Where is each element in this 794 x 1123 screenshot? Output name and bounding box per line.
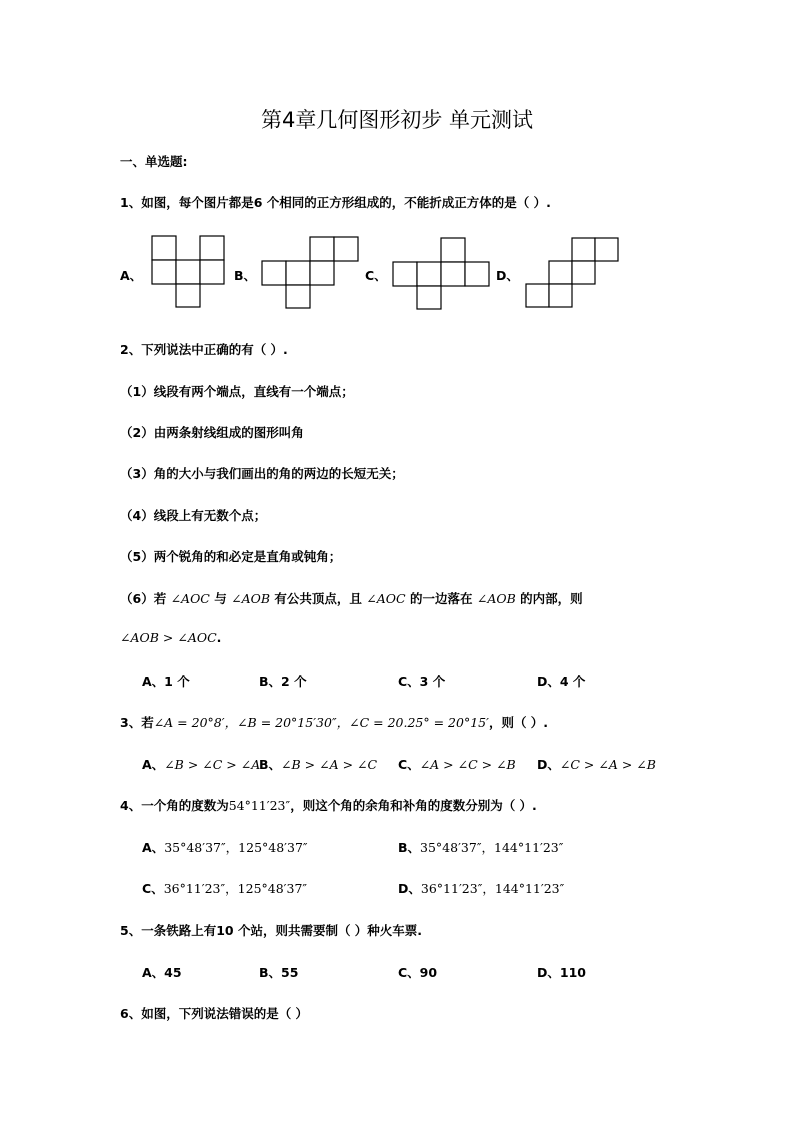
q2-s6-text: 有公共顶点，且 — [274, 591, 362, 606]
angle-aob: ∠AOB — [476, 591, 516, 606]
cube-net-c — [392, 237, 491, 310]
angle-aoc: ∠AOC — [170, 591, 210, 606]
question-5-stem: 5、一条铁路上有10 个站，则共需要制（ ）种火车票. — [120, 923, 423, 938]
option-label: A、 — [142, 840, 165, 855]
q3-option-c — [398, 755, 516, 773]
option-label: D、 — [398, 881, 421, 896]
cube-net-d — [525, 237, 619, 308]
q4-option-c — [142, 879, 307, 897]
q3-option-b — [259, 755, 377, 773]
q2-statement-3: （3）角的大小与我们画出的角的两边的长短无关； — [120, 466, 404, 481]
section-heading: 一、单选题: — [120, 154, 188, 169]
q4-option-a — [142, 838, 308, 856]
q2-statement-6 — [120, 589, 583, 607]
q2-statement-5: （5）两个锐角的和必定是直角或钝角； — [120, 549, 342, 564]
question-2-stem: 2、下列说法中正确的有（ ）. — [120, 342, 288, 357]
q3-option-d — [537, 755, 656, 773]
option-expression: ∠A > ∠C > ∠B — [419, 757, 516, 772]
q3-suffix: ，则（ ）. — [488, 715, 549, 730]
q2-option-b: B、2 个 — [259, 674, 307, 689]
q4-option-d — [398, 879, 564, 897]
cube-net-a — [151, 235, 226, 308]
q2-statement-2: （2）由两条射线组成的图形叫角 — [120, 425, 304, 440]
q4-prefix: 4、一个角的度数为 — [120, 798, 229, 813]
q2-statement-1: （1）线段有两个端点，直线有一个端点； — [120, 384, 354, 399]
option-expression: 35°48′37″，125°48′37″ — [164, 840, 308, 855]
option-expression: ∠B > ∠C > ∠A — [164, 757, 261, 772]
q4-suffix: ，则这个角的余角和补角的度数分别为（ ）. — [290, 798, 537, 813]
q2-s6-text: （6）若 — [120, 591, 167, 606]
option-label: A、 — [142, 757, 165, 772]
option-label: D、 — [537, 757, 560, 772]
q1-option-d-label: D、 — [496, 268, 519, 283]
q4-angle: 54°11′23″ — [228, 798, 291, 813]
q1-option-a-label: A、 — [120, 268, 143, 283]
option-label: C、 — [142, 881, 164, 896]
option-expression: 36°11′23″，144°11′23″ — [420, 881, 565, 896]
option-expression: 36°11′23″，125°48′37″ — [163, 881, 308, 896]
q2-s6-text: 的一边落在 — [409, 591, 473, 606]
question-6-stem: 6、如图，下列说法错误的是（ ） — [120, 1006, 309, 1021]
option-expression: ∠C > ∠A > ∠B — [559, 757, 656, 772]
angle-inequality: ∠AOB > ∠AOC — [120, 630, 217, 645]
q2-option-a: A、1 个 — [142, 674, 190, 689]
option-label: B、 — [259, 757, 282, 772]
angle-aoc: ∠AOC — [366, 591, 406, 606]
question-1-stem: 1、如图，每个图片都是6 个相同的正方形组成的，不能折成正方体的是（ ）. — [120, 195, 551, 210]
period: . — [216, 630, 222, 645]
q1-option-b-label: B、 — [234, 268, 257, 283]
page-title: 第4章几何图形初步 单元测试 — [260, 108, 534, 132]
q5-option-b: B、55 — [259, 965, 299, 980]
q3-prefix: 3、若 — [120, 715, 154, 730]
option-expression: ∠B > ∠A > ∠C — [281, 757, 378, 772]
q2-statement-6-conclusion — [120, 630, 221, 645]
option-label: C、 — [398, 757, 420, 772]
q5-option-a: A、45 — [142, 965, 182, 980]
question-3-stem — [120, 713, 548, 731]
option-label: B、 — [398, 840, 421, 855]
q2-option-d: D、4 个 — [537, 674, 586, 689]
q2-s6-text: 的内部，则 — [520, 591, 583, 606]
option-expression: 35°48′37″，144°11′23″ — [420, 840, 564, 855]
q2-s6-text: 与 — [214, 591, 227, 606]
q4-option-b — [398, 838, 563, 856]
q5-option-c: C、90 — [398, 965, 438, 980]
q5-option-d: D、110 — [537, 965, 586, 980]
q2-option-c: C、3 个 — [398, 674, 446, 689]
q3-option-a — [142, 755, 260, 773]
q2-statement-4: （4）线段上有无数个点； — [120, 508, 267, 523]
q1-option-c-label: C、 — [365, 268, 387, 283]
angle-aob: ∠AOB — [231, 591, 271, 606]
question-4-stem — [120, 796, 537, 814]
cube-net-b — [261, 236, 359, 309]
q3-conditions: ∠A = 20°8′，∠B = 20°15′30″，∠C = 20.25° = 20°15′ — [153, 715, 489, 730]
